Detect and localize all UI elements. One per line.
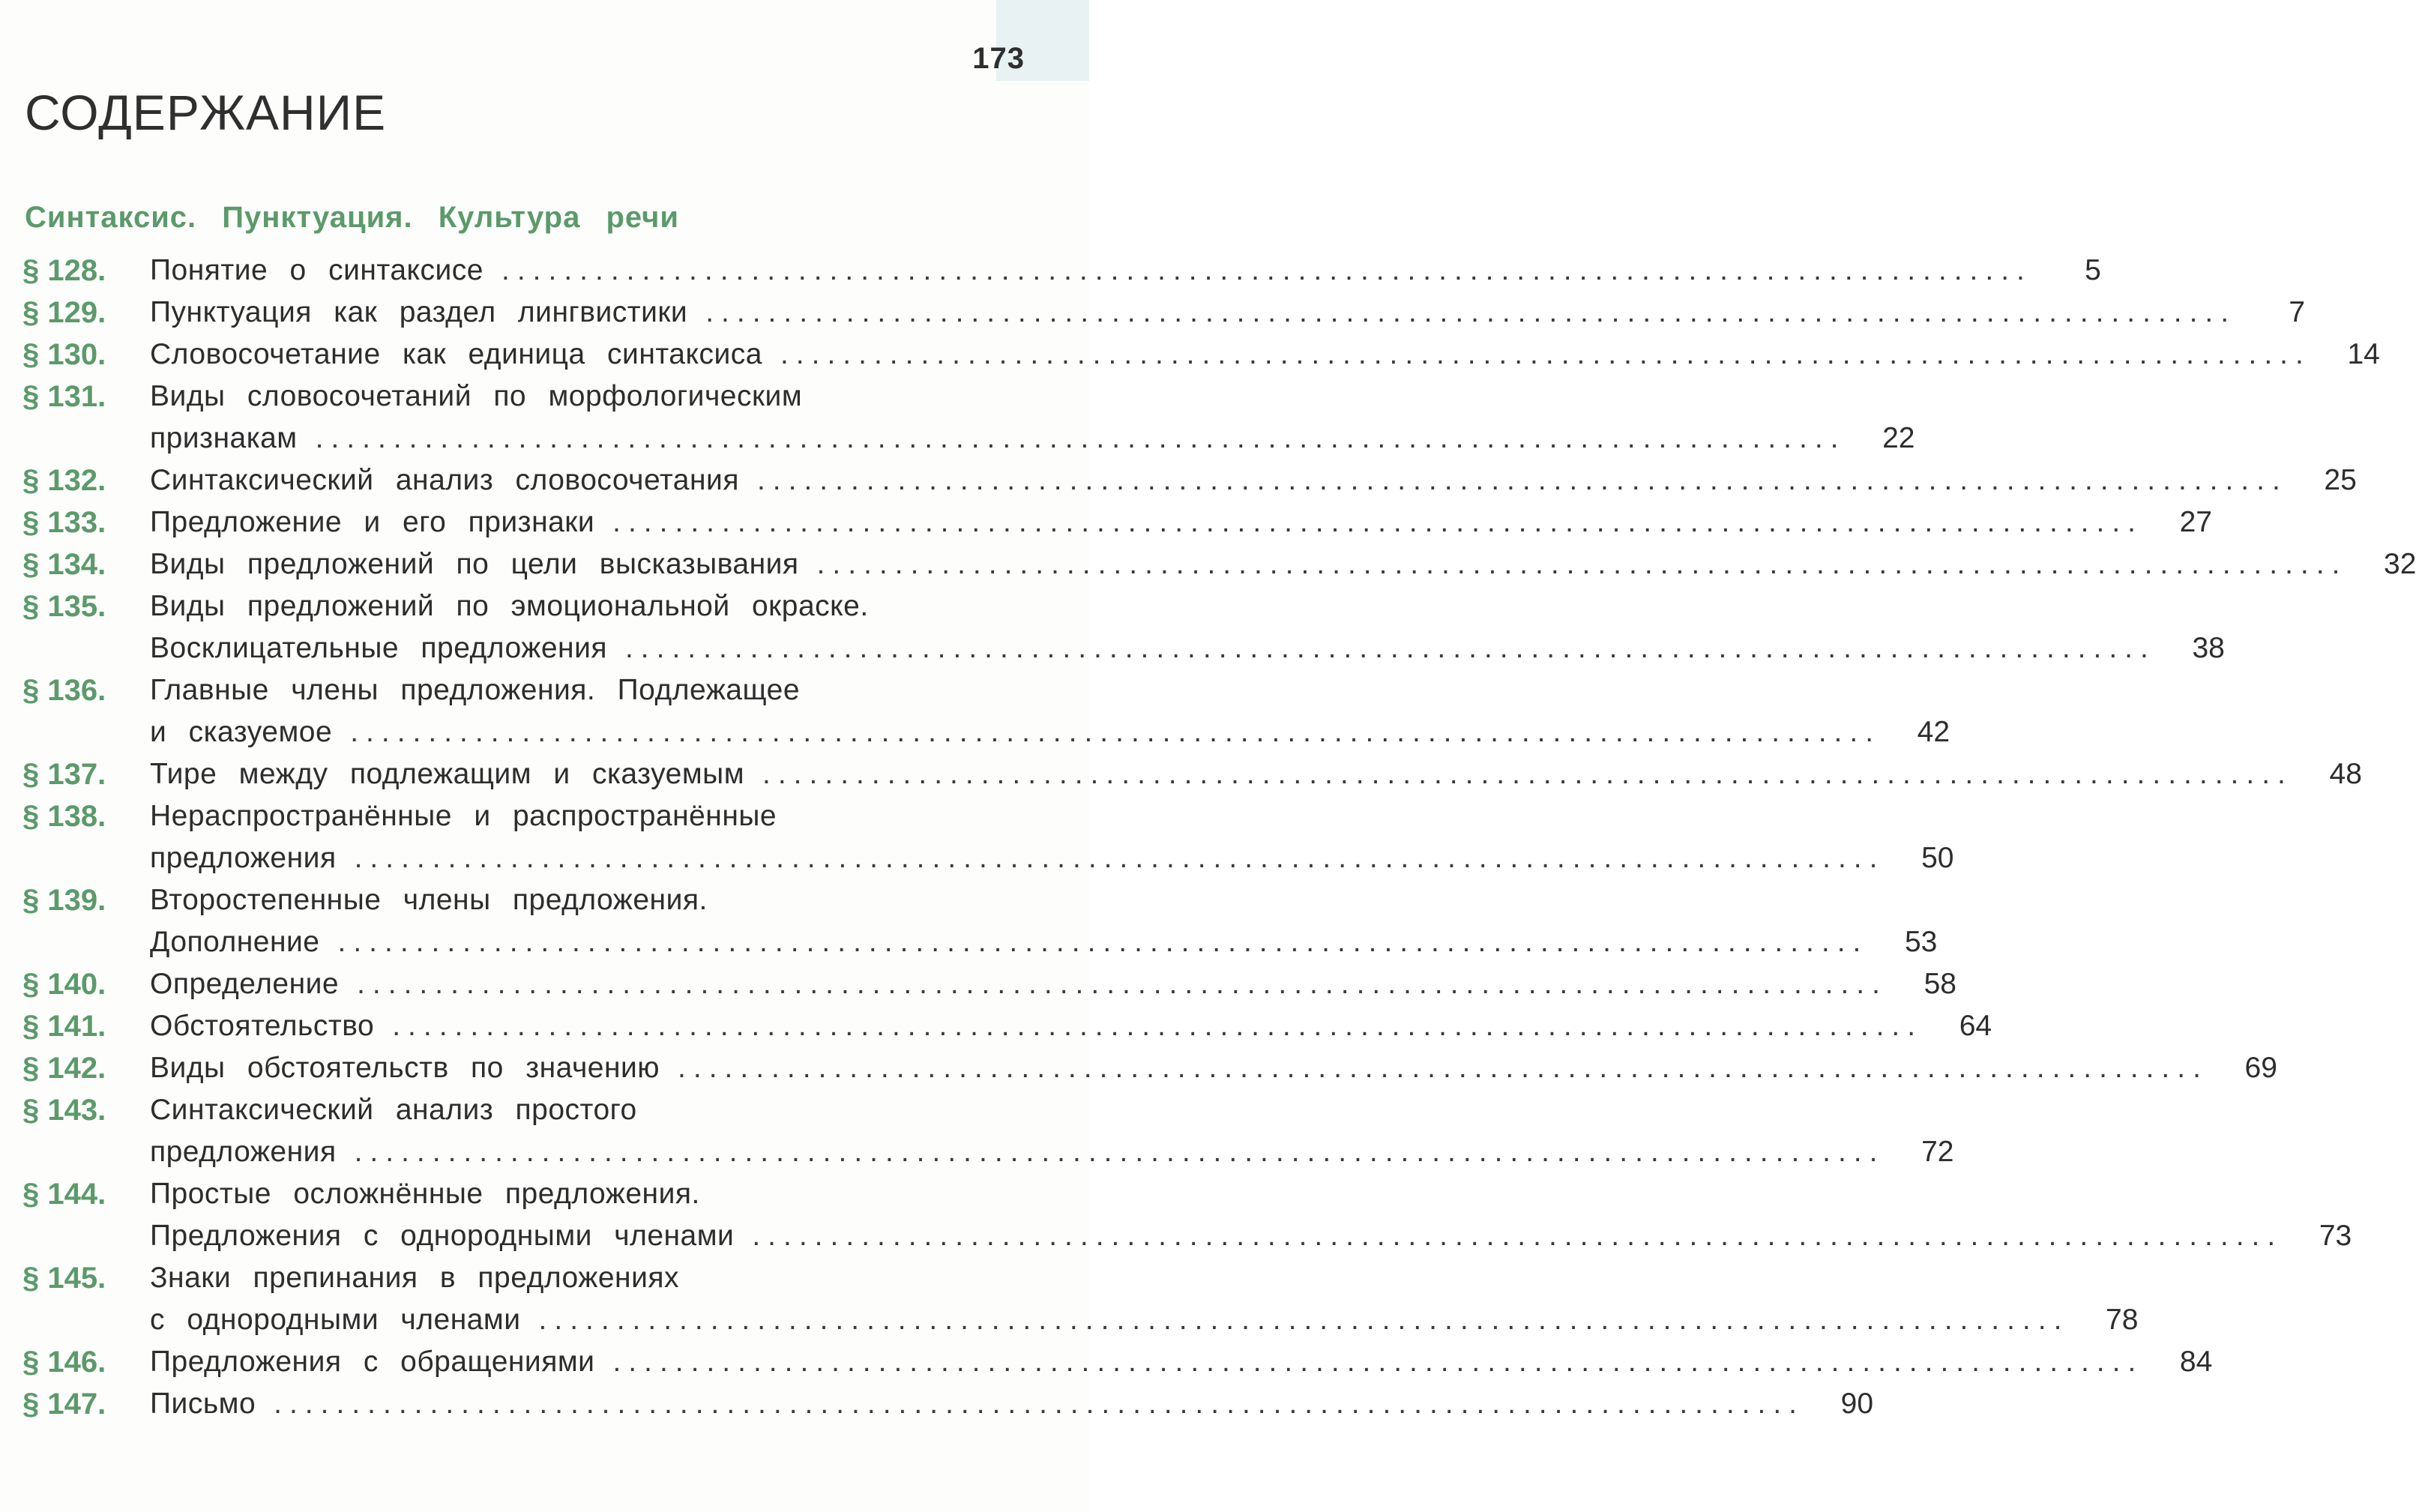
toc-entry-text-row [150,963,1956,1005]
toc-entry-text-row [150,502,2213,543]
page-number: 173 [972,42,1025,75]
toc-page-number: 22 [1882,422,1915,454]
toc-page-number: 50 [1921,842,1954,874]
toc-entry-line [22,963,1956,1005]
toc-entry-title: Знаки препинания в предложениях [150,1262,679,1294]
toc-entry-line [22,1383,1874,1425]
section-number: § 130. [22,337,106,371]
dot-leader: .................................................................................................. [538,1304,2070,1336]
toc-entry-title: Главные члены предложения. Подлежащее [150,674,801,706]
toc-entry-line [22,837,1954,879]
toc-entry-text-row [150,250,2101,292]
section-number: § 134. [22,547,106,581]
toc-entry-title: Обстоятельство [150,1010,375,1042]
section-number: § 147. [22,1387,106,1421]
toc-entry[interactable] [22,250,2101,292]
toc-entry[interactable] [22,1383,1874,1425]
page-title: СОДЕРЖАНИЕ [25,85,387,140]
toc-entry-title: Восклицательные предложения [150,632,607,664]
toc-entry-title: Нераспространённые и распространённые [150,800,777,832]
toc-entry-title: Предложение и его признаки [150,506,595,538]
dot-leader: .................................................................................................. [752,1220,2283,1252]
section-number: § 129. [22,295,106,329]
toc-entry-line [22,585,1012,627]
toc-entry-line [22,879,1012,921]
section-number: § 138. [22,799,106,833]
section-number: § 143. [22,1093,106,1127]
toc-entry-line [22,1089,1012,1131]
section-number: § 144. [22,1177,106,1211]
toc-page-number: 38 [2192,632,2225,664]
toc-entry-title: Предложения с обращениями [150,1346,595,1378]
dot-leader: .................................................................................................. [816,548,2348,580]
toc-entry-line [22,334,2380,376]
toc-page-number: 25 [2324,464,2357,496]
section-number: § 137. [22,757,106,791]
toc-entry[interactable] [22,334,2380,376]
toc-page-number: 14 [2347,338,2380,370]
toc-entry-line [22,1299,2139,1341]
toc-entry-line [22,1257,1012,1299]
toc-entry-line [22,669,1012,711]
toc-entry-title: Простые осложнённые предложения. [150,1178,700,1210]
table-of-contents [22,250,2416,1425]
toc-entry-title: Виды предложений по цели высказывания [150,548,799,580]
dot-leader: .................................................................................................. [780,338,2311,370]
dot-leader: .................................................................................................. [762,758,2293,790]
dot-leader: .................................................................................................. [350,716,1882,748]
toc-entry[interactable] [22,1257,2139,1341]
toc-entry-title: Виды предложений по эмоциональной окраске. [150,590,869,622]
toc-entry-title: с однородными членами [150,1304,521,1336]
dot-leader: .................................................................................................. [274,1388,1805,1420]
dot-leader: .................................................................................................. [612,506,2144,538]
toc-page-number: 69 [2244,1052,2277,1084]
toc-page-number: 73 [2319,1220,2352,1252]
dot-leader: .................................................................................................. [357,968,1888,1000]
toc-entry[interactable] [22,543,2416,585]
toc-entry[interactable] [22,1089,1954,1173]
toc-entry-title: Виды обстоятельств по значению [150,1052,660,1084]
dot-leader: .................................................................................................. [354,1136,1885,1168]
toc-entry-title: Пунктуация как раздел лингвистики [150,296,688,328]
toc-entry-title: и сказуемое [150,716,333,748]
toc-entry-line [22,711,1950,753]
toc-entry[interactable] [22,1047,2277,1089]
toc-page-number: 5 [2085,254,2101,286]
toc-entry[interactable] [22,292,2306,334]
toc-entry-title: признакам [150,422,298,454]
toc-entry-title: Синтаксический анализ простого [150,1094,637,1126]
toc-entry[interactable] [22,585,2225,669]
toc-page-number: 42 [1917,716,1950,748]
dot-leader: .................................................................................................. [678,1052,2208,1084]
section-number: § 139. [22,883,106,917]
section-number: § 128. [22,253,106,287]
section-number: § 133. [22,505,106,539]
toc-entry[interactable] [22,963,1956,1005]
toc-entry-text-row [150,418,1915,460]
toc-entry-line [22,1215,2352,1257]
toc-entry-line [22,543,2416,585]
dot-leader: .................................................................................................. [756,464,2288,496]
toc-entry-title: Письмо [150,1388,256,1420]
toc-entry[interactable] [22,795,1954,879]
toc-entry-title: Синтаксический анализ словосочетания [150,464,739,496]
toc-entry-title: Дополнение [150,926,320,958]
toc-entry-line [22,753,2362,795]
dot-leader: .................................................................................................. [624,632,2156,664]
toc-entry-line [22,1131,1954,1173]
toc-entry[interactable] [22,1005,1992,1047]
toc-entry-title: Тире между подлежащим и сказуемым [150,758,745,790]
section-number: § 131. [22,379,106,413]
toc-entry-text-row [150,1341,2213,1383]
toc-entry-line [22,1005,1992,1047]
toc-page-number: 64 [1959,1010,1992,1042]
dot-leader: .................................................................................................. [392,1010,1924,1042]
section-number: § 146. [22,1345,106,1379]
toc-entry-line [22,1047,2277,1089]
toc-entry-line [22,292,2306,334]
toc-entry-text-row [150,460,2357,502]
toc-entry-line [22,250,2101,292]
dot-leader: .................................................................................................. [612,1346,2144,1378]
toc-entry-line [22,1173,1012,1215]
toc-entry-text-row [150,1005,1992,1047]
toc-entry-line [22,376,1012,418]
toc-entry-text-row [150,1131,1954,1173]
toc-entry-text-row [150,1383,1874,1425]
toc-page-number: 72 [1921,1136,1954,1168]
dot-leader: .................................................................................................. [501,254,2032,286]
toc-entry-line [22,795,1012,837]
toc-entry[interactable] [22,1173,2352,1257]
toc-entry[interactable] [22,879,1938,963]
toc-page-number: 90 [1840,1388,1874,1420]
section-number: § 141. [22,1009,106,1043]
toc-entry-title: предложения [150,842,337,874]
toc-page-number: 78 [2106,1304,2139,1336]
toc-entry[interactable] [22,502,2213,543]
toc-page-number: 58 [1924,968,1956,1000]
toc-entry[interactable] [22,669,1950,753]
toc-entry-title: Определение [150,968,340,1000]
section-number: § 142. [22,1051,106,1085]
toc-entry-text-row [150,837,1954,879]
toc-entry-text-row [150,753,2362,795]
toc-entry[interactable] [22,1341,2213,1383]
toc-entry-text-row [150,711,1950,753]
toc-entry-title: предложения [150,1136,337,1168]
section-number: § 135. [22,589,106,623]
dot-leader: .................................................................................................. [337,926,1869,958]
toc-entry-title: Второстепенные члены предложения. [150,884,708,916]
toc-entry-line [22,418,1915,460]
section-number: § 145. [22,1261,106,1295]
toc-entry-line [22,627,2225,669]
toc-entry-text-row [150,1299,2139,1341]
toc-entry-title: Виды словосочетаний по морфологическим [150,380,803,412]
toc-entry-line [22,460,2357,502]
toc-entry-line [22,502,2213,543]
toc-entry-text-row [150,1047,2277,1089]
toc-page-number: 48 [2329,758,2362,790]
dot-leader: .................................................................................................. [315,422,1846,454]
toc-page-number: 53 [1904,926,1938,958]
toc-entry-text-row [150,1215,2352,1257]
dot-leader: .................................................................................................. [354,842,1885,874]
toc-entry-line [22,1341,2213,1383]
section-number: § 140. [22,967,106,1001]
toc-entry[interactable] [22,376,1915,460]
dot-leader: .................................................................................................. [705,296,2237,328]
toc-entry[interactable] [22,460,2357,502]
toc-page-number: 27 [2179,506,2213,538]
toc-entry-text-row [150,921,1938,963]
toc-page-number: 32 [2384,548,2416,580]
toc-entry[interactable] [22,753,2362,795]
toc-entry-line [22,921,1938,963]
toc-entry-title: Словосочетание как единица синтаксиса [150,338,762,370]
toc-entry-title: Предложения с однородными членами [150,1220,735,1252]
toc-page-number: 7 [2289,296,2306,328]
toc-entry-text-row [150,292,2306,334]
toc-entry-title: Понятие о синтаксисе [150,254,483,286]
section-heading: Синтаксис. Пунктуация. Культура речи [25,201,679,234]
toc-entry-text-row [150,334,2380,376]
toc-entry-text-row [150,543,2416,585]
section-number: § 132. [22,463,106,497]
section-number: § 136. [22,673,106,707]
toc-entry-text-row [150,627,2225,669]
toc-page-number: 84 [2179,1346,2213,1378]
